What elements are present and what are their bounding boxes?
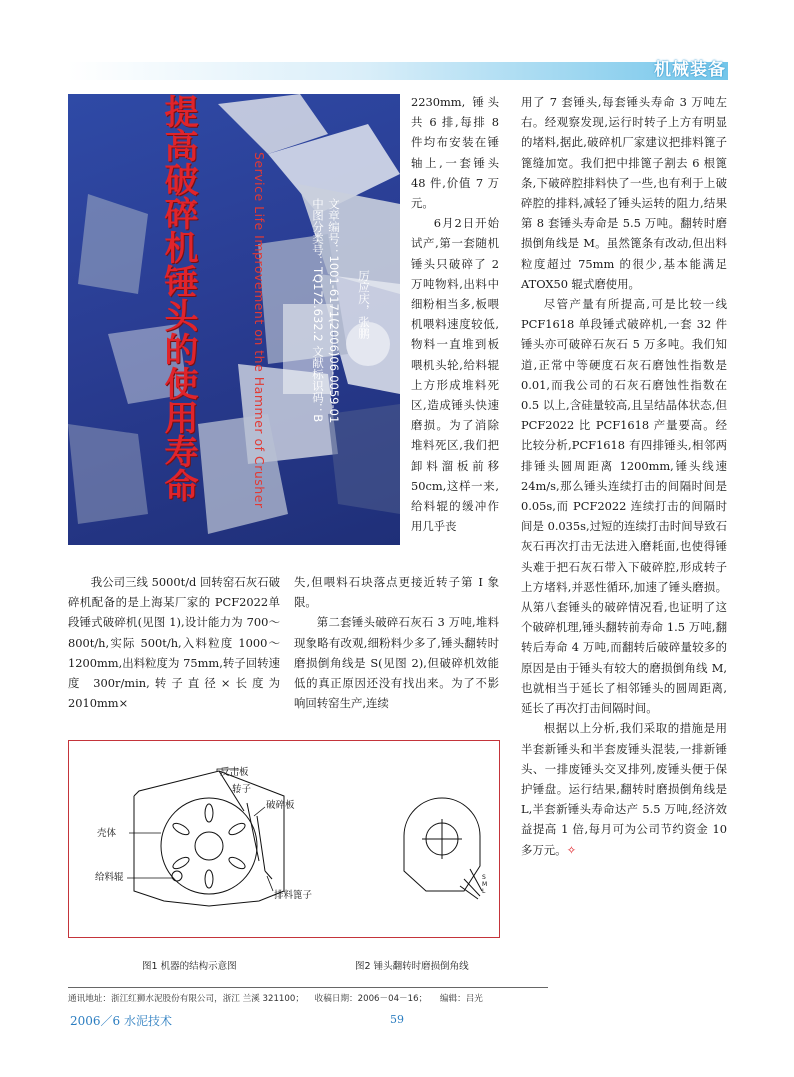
label-l: L — [482, 888, 486, 895]
paragraph: 第二套锤头破碎石灰石 3 万吨,堆料现象略有改观,细粉料少多了,锤头翻转时磨损倒角线是 S(见图 2),但破碎机效能低的真正原因还没有找出来。为了不影响回转窑生产,连续 — [294, 615, 499, 711]
article-meta — [310, 198, 342, 423]
article-title: 提高破碎机锤头的使用寿命 — [158, 94, 198, 502]
paragraph: 失,但喂料石块落点更接近转子第 I 象限。 — [294, 575, 499, 610]
author: 厉应庆，张鹏 — [357, 270, 371, 339]
label-m: M — [482, 881, 488, 888]
paragraph: 6月2日开始试产,第一套随机锤头只破碎了 2 万吨物料,出料中细粉相当多,板喂机喂料速度较低,物料一直堆到板喂机头轮,给料辊上方形成堆料死区,造成锤头快速磨损。为了消除堆料死区,我们把卸料溜板前移50cm,这样一来,给料辊的缓冲作用几乎丧 — [411, 216, 499, 534]
crusher-illustration — [68, 94, 400, 545]
paragraph: 尽管产量有所提高,可是比较一线 PCF1618 单段锤式破碎机,一套 32 件锤头亦可破碎石灰石 5 万多吨。我们知道,正常中等硬度石灰石磨蚀性指数是 0.01,而我公司的石灰石磨蚀性指数在 0.5 以上,含硅量较高,且呈结晶体状态,但 PCF2022 比 PCF1618 产量要高。经比较分析,PCF1618 有四排锤头,相邻两排锤头圆周距离 1200mm,锤头线速 24m/s,那么锤头连续打击的间隔时间是 0.05s,而 PCF2022 连续打击的间隔时间是 0.035s,过短的连续打击时间导致石灰石再次打击无法进入磨耗面,也使得锤头难于把石灰石带入下破碎腔,形成转子上方堵料,并恶性循环,加速了锤头磨损。从第八套锤头的破碎情况看,也证明了这个破碎机理,锤头翻转前寿命 1.5 万吨,翻转后寿命 4 万吨,而翻转后破碎量较多的原因是由于锤头有较大的磨损倒角线 M,也就相当于延长了相邻锤头的圆周距离,延长了再次打击间隔时间。 — [521, 297, 727, 716]
page-number: 59 — [390, 1013, 404, 1026]
figure-box — [68, 740, 500, 938]
footer-divider — [68, 987, 548, 988]
editor: 编辑：吕光 — [439, 994, 483, 1004]
column-1 — [68, 572, 280, 713]
figure-1-caption: 图1 机器的结构示意图 — [142, 961, 237, 972]
header-banner — [68, 62, 728, 80]
label-paizi: 排料篦子 — [274, 890, 313, 901]
article-title-en: Service Life Improvement on the Hammer of Crusher — [252, 152, 267, 509]
label-s: S — [482, 874, 486, 881]
paragraph: 2230mm, 锤头共 6 排,每排 8 件均布安装在锤轴上,一套锤头 48 件,价值 7 万元。 — [411, 95, 499, 211]
label-zhuanzi: 转子 — [232, 784, 252, 795]
received-date: 收稿日期：2006－04－16； — [314, 994, 428, 1004]
label-geiliao: 给料辊 — [95, 872, 124, 883]
label-fanji: 反击板 — [220, 767, 249, 778]
journal-name: 2006／6 水泥技术 — [70, 1014, 172, 1028]
column-2-top — [411, 92, 499, 536]
end-symbol: ✧ — [566, 842, 577, 857]
address: 通讯地址：浙江红狮水泥股份有限公司，浙江 兰溪 321100； — [68, 994, 304, 1004]
label-posui: 破碎板 — [266, 800, 295, 811]
figure-2-caption: 图2 锤头翻转时磨损倒角线 — [355, 961, 469, 972]
meta-line: 文章编号：1001-6171(2006)06-0059-01 — [327, 198, 341, 424]
figure-1-drawing — [69, 741, 369, 937]
column-2-bottom — [294, 572, 499, 713]
label-keti: 壳体 — [97, 828, 117, 839]
footer-note — [68, 992, 483, 1004]
meta-line: 中图分类号：TQ172.632.2 文献标识码：B — [311, 198, 325, 423]
paragraph — [521, 718, 727, 859]
paragraph: 我公司三线 5000t/d 回转窑石灰石破碎机配备的是上海某厂家的 PCF2022单段锤式破碎机(见图 1),设计能力为 700～800t/h,实际 500t/h,入料粒度 1000～1200mm,出料粒度为 75mm,转子回转速度 300r/min,转子直径×长度为 2010mm× — [68, 575, 280, 711]
section-title: 机械装备 — [654, 60, 726, 80]
title-image — [68, 94, 400, 545]
paragraph-text: 根据以上分析,我们采取的措施是用半套新锤头和半套废锤头混装,一排新锤头、一排废锤头交叉排列,废锤头便于保护锤盘。运行结果,翻转时磨损倒角线是 L,半套新锤头寿命达产 5.5 万吨,经济效益提高 1 倍,每月可为公司节约资金 10 多万元。 — [521, 721, 727, 857]
figure-2-drawing — [374, 741, 494, 937]
paragraph: 用了 7 套锤头,每套锤头寿命 3 万吨左右。经观察发现,运行时转子上方有明显的堵料,据此,破碎机厂家建议把排料篦子篦缝加宽。我们把中排篦子割去 6 根篦条,下破碎腔排料快了一些,也有利于上破碎腔的排料,减轻了锤头运转的阻力,结果第 8 套锤头寿命是 5.5 万吨。翻转时磨损倒角线是 M。虽然篦条有改动,但出料粒度超过 75mm 的很少,基本能满足 ATOX50 辊式磨使用。 — [521, 95, 727, 291]
column-3 — [521, 92, 727, 860]
